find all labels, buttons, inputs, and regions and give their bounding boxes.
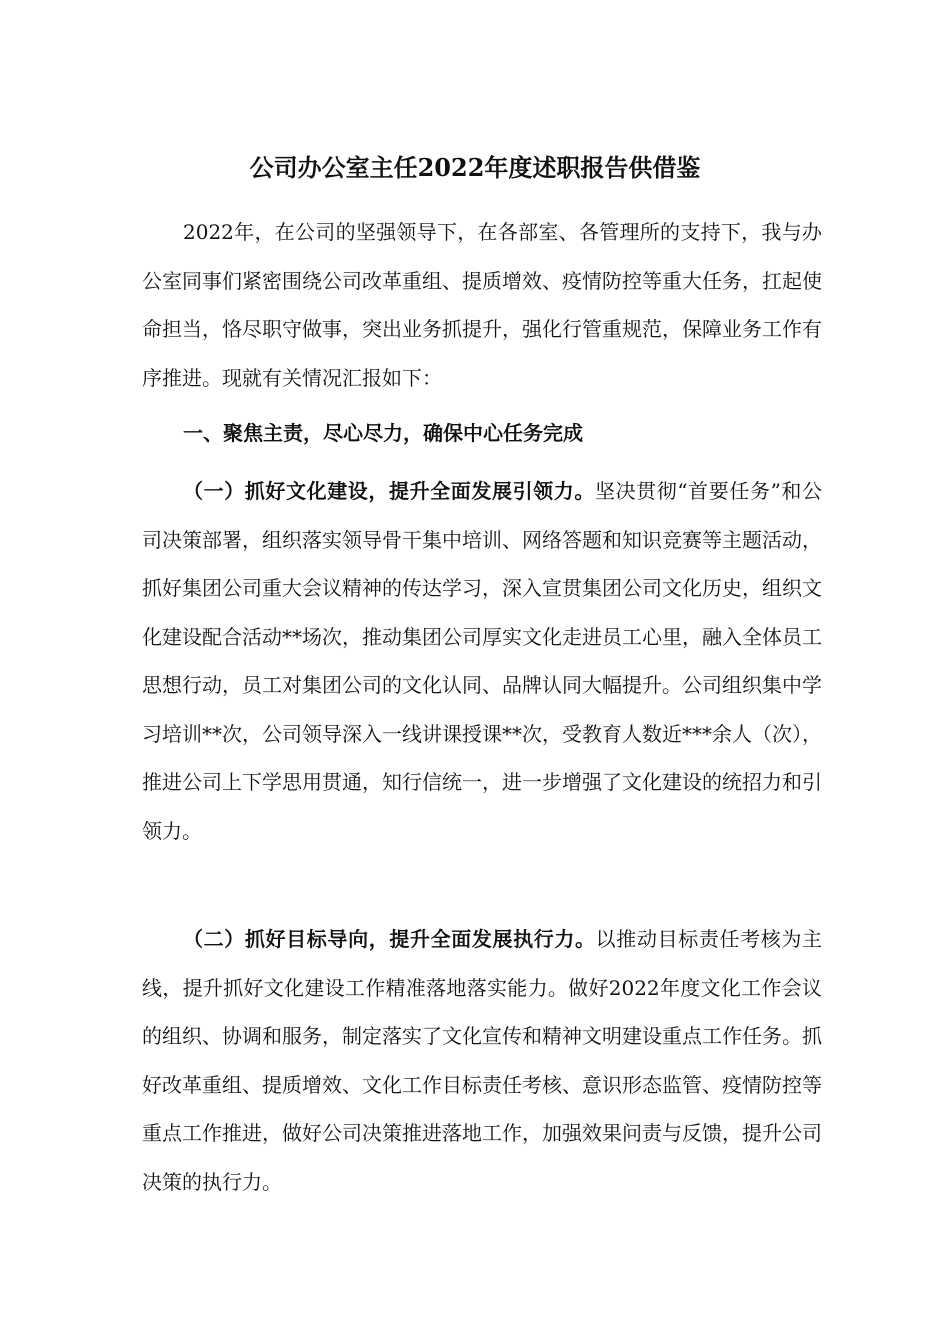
paragraph-1-body: 坚决贯彻“首要任务”和公司决策部署，组织落实领导骨干集中培训、网络答题和知识竞赛等主题活动，抓好集团公司重大会议精神的传达学习，深入宣贯集团公司文化历史，组织文化建设配合活动**场次，推动集团公司厚实文化走进员工心里，融入全体员工思想行动，员工对集团公司的文化认同、品牌认同大幅提升。公司组织集中学习培训**次，公司领导深入一线讲课授课**次，受教育人数近***余人（次），推进公司上下学思用贯通，知行信统一，进一步增强了文化建设的统招力和引领力。: [142, 479, 822, 843]
paragraph-2-lead: （二）抓好目标导向，提升全面发展执行力。: [183, 927, 596, 951]
paragraph-2-body: 以推动目标责任考核为主线，提升抓好文化建设工作精准落地落实能力。做好2022年度文化工作会议的组织、协调和服务，制定落实了文化宣传和精神文明建设重点工作任务。抓好改革重组、提质增效、文化工作目标责任考核、意识形态监管、疫情防控等重点工作推进，做好公司决策推进落地工作，加强效果问责与反馈，提升公司决策的执行力。: [142, 927, 823, 1194]
section-heading-1: 一、聚焦主责，尽心尽力，确保中心任务完成: [183, 421, 583, 445]
paragraph-1: [142, 467, 822, 855]
document-title: 公司办公室主任2022年度述职报告供借鉴: [249, 153, 701, 182]
paragraph-2: [142, 915, 822, 1206]
paragraph-1-lead: （一）抓好文化建设，提升全面发展引领力。: [183, 479, 595, 503]
intro-paragraph: 2022年，在公司的坚强领导下，在各部室、各管理所的支持下，我与办公室同事们紧密围绕公司改革重组、提质增效、疫情防控等重大任务，扛起使命担当，恪尽职守做事，突出业务抓提升，强化行管重规范，保障业务工作有序推进。现就有关情况汇报如下：: [142, 220, 822, 390]
